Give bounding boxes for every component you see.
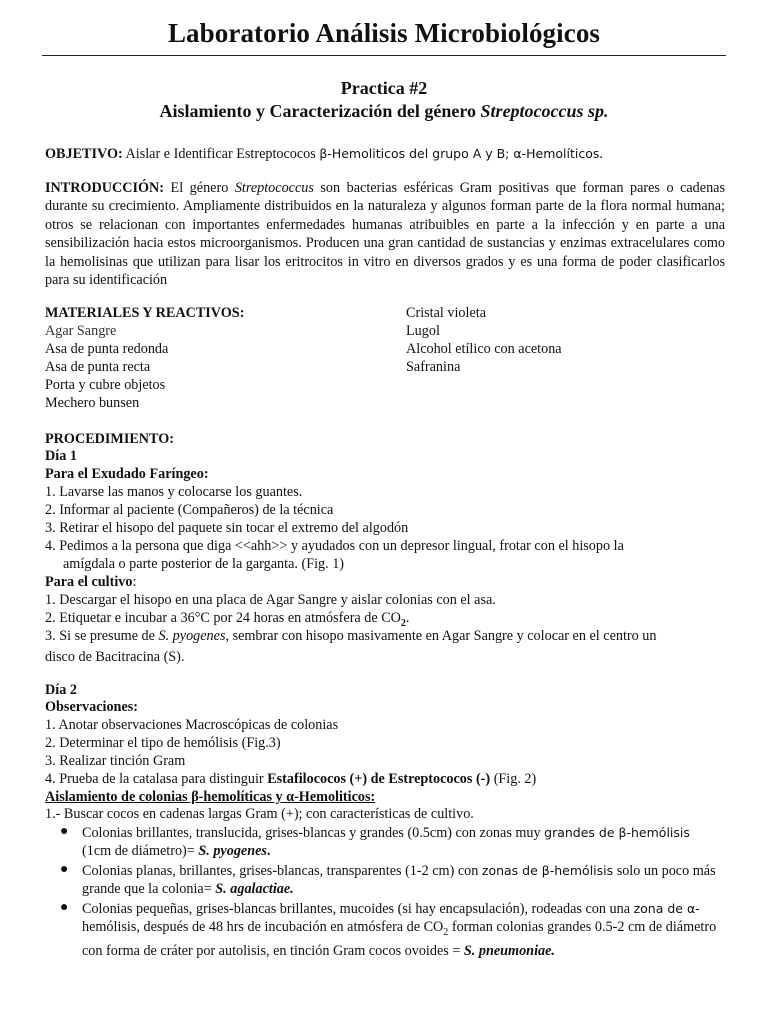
bullet-text-sans: grandes de β-hemólisis	[544, 825, 690, 840]
bullet-end: .	[266, 843, 271, 859]
materials-heading	[45, 304, 244, 322]
culture-step: 1. Descargar el hisopo en una placa de Agar Sangre y aislar colonias con el asa.	[45, 592, 496, 608]
culture-step	[45, 627, 656, 645]
procedure-label: PROCEDIMIENTO:	[45, 431, 175, 447]
reagent-item: Alcohol etílico con acetona	[406, 341, 562, 357]
bullet-text: (1cm de diámetro)=	[82, 843, 199, 859]
observation-step	[45, 770, 536, 788]
practice-number: Practica #2	[340, 78, 428, 98]
bullet-icon: ●	[60, 824, 69, 839]
day2-label: Día 2	[45, 682, 77, 698]
culture-step-text: 3. Si se presume de	[45, 628, 159, 644]
culture-step-text: , sembrar con hisopo masivamente en Agar Sangre y colocar en el centro un	[225, 628, 657, 644]
isolation-label: Aislamiento de colonias β-hemolíticas y α-Hemoliticos:	[45, 789, 376, 805]
material-item: Asa de punta redonda	[45, 341, 169, 357]
exudate-step: 2. Informar al paciente (Compañeros) de la técnica	[45, 502, 334, 518]
bullet-text: Colonias pequeñas, grises-blancas brillantes, mucoides (si hay encapsulación), rodeadas con una	[82, 901, 634, 917]
material-item: Mechero bunsen	[45, 395, 140, 411]
materials-label: MATERIALES Y REACTIVOS:	[45, 305, 245, 321]
objective-text-a: Aislar e Identificar Estreptococos	[122, 146, 320, 162]
intro-label: INTRODUCCIÓN:	[45, 180, 165, 196]
objective-text-c: .	[599, 146, 603, 162]
culture-heading	[45, 573, 136, 591]
culture-step-continued: disco de Bacitracina (S).	[45, 649, 185, 665]
bullet-icon: ●	[60, 862, 69, 877]
practice-subtitle-text: Aislamiento y Caracterización del género	[159, 101, 481, 121]
species-name: S. pyogenes	[158, 628, 226, 644]
day1-heading	[45, 447, 77, 465]
species-name: S. pneumoniae.	[463, 942, 555, 959]
practice-subtitle	[0, 101, 768, 122]
intro-genus: Streptococcus	[234, 180, 314, 196]
exudate-label: Para el Exudado Faríngeo:	[45, 466, 209, 482]
exudate-step: 1. Lavarse las manos y colocarse los guantes.	[45, 484, 303, 500]
exudate-step: 3. Retirar el hisopo del paquete sin tocar el extremo del algodón	[45, 520, 409, 536]
material-item: Agar Sangre	[45, 323, 117, 339]
day1-label: Día 1	[45, 448, 77, 464]
step4-post: (Fig. 2)	[490, 771, 537, 787]
step4-text: 4. Prueba de la catalasa para distinguir	[45, 771, 268, 787]
co2-subscript: 2	[443, 926, 449, 938]
isolation-step: 1.- Buscar cocos en cadenas largas Gram (+); con características de cultivo.	[45, 806, 474, 822]
exudate-step: 4. Pedimos a la persona que diga <<ahh>> y ayudados con un depresor lingual, frotar con el hisopo la	[45, 538, 624, 554]
material-item: Porta y cubre objetos	[45, 377, 166, 393]
procedure-heading	[45, 430, 174, 448]
observations-heading	[45, 698, 138, 716]
practice-subtitle-genus: Streptococcus sp.	[480, 101, 609, 121]
bullet-text: forman colonias grandes 0.5-2 cm de diámetro con forma de cráter por autolisis, en tinción Gram cocos ovoides =	[82, 919, 717, 959]
bullet-item	[82, 900, 722, 960]
bullet-item	[82, 824, 722, 860]
observation-step: 1. Anotar observaciones Macroscópicas de colonias	[45, 717, 339, 733]
intro-pre: El género	[164, 180, 235, 196]
reagent-item: Safranina	[406, 359, 461, 375]
culture-step-end: .	[405, 610, 410, 626]
bullet-text: Colonias brillantes, translucida, grises-blancas y grandes (0.5cm) con zonas muy	[82, 825, 545, 841]
culture-label: Para el cultivo	[45, 574, 133, 590]
observation-step: 3. Realizar tinción Gram	[45, 753, 186, 769]
bullet-text: solo un poco más grande que la colonia=	[82, 863, 716, 897]
document-header-title: Laboratorio Análisis Microbiológicos	[167, 18, 601, 48]
bullet-icon: ●	[60, 900, 69, 915]
exudate-step-continued: amígdala o parte posterior de la garganta. (Fig. 1)	[63, 556, 345, 572]
introduction-paragraph	[45, 179, 725, 289]
intro-body: son bacterias esféricas Gram positivas que forman pares o cadenas durante su crecimiento. Ampliamente distribuidos en la naturaleza y algunos forman parte de la flora normal humana; otros se relacionan con importantes enfermedades humanas atribuibles en parte a la infección y en parte a una sensibilización hacia estos microorganismos. Producen una gran cantidad de sustancias y enzimas extracelulares como la hemolisinas que utilizan para lisar los eritrocitos in vitro en diversos grados y es una forma de poder clasificarlos para su identificación	[45, 180, 725, 289]
exudate-heading	[45, 465, 209, 483]
species-name: S. agalactiae.	[215, 881, 294, 897]
co2-subscript: 2	[400, 617, 406, 629]
objective-text-b: β-Hemoliticos del grupo A y B; α-Hemolíticos	[319, 146, 600, 161]
bullet-text-sans: zona de α-	[633, 901, 700, 916]
objective-line	[45, 145, 603, 163]
culture-colon: :	[132, 574, 137, 590]
objective-label: OBJETIVO:	[45, 146, 123, 162]
isolation-heading	[45, 788, 375, 806]
bullet-text-sans: zonas de β-hemólisis	[481, 863, 614, 878]
header-divider	[42, 55, 726, 56]
bullet-item	[82, 862, 722, 898]
observation-step: 2. Determinar el tipo de hemólisis (Fig.3)	[45, 735, 281, 751]
observations-label: Observaciones:	[45, 699, 138, 715]
reagent-item: Cristal violeta	[406, 305, 486, 321]
bullet-text: Colonias planas, brillantes, grises-blancas, transparentes (1-2 cm) con	[82, 863, 482, 879]
culture-step-text: 2. Etiquetar e incubar a 36°C por 24 horas en atmósfera de CO	[45, 610, 401, 626]
species-name: S. pyogenes	[198, 843, 267, 859]
bullet-text: hemólisis, después de 48 hrs de incubación en atmósfera de CO	[82, 919, 444, 935]
material-item: Asa de punta recta	[45, 359, 151, 375]
day2-heading	[45, 681, 77, 699]
step4-bold: Estafilococos (+) de Estreptococos (-)	[267, 771, 491, 787]
reagent-item: Lugol	[406, 323, 440, 339]
